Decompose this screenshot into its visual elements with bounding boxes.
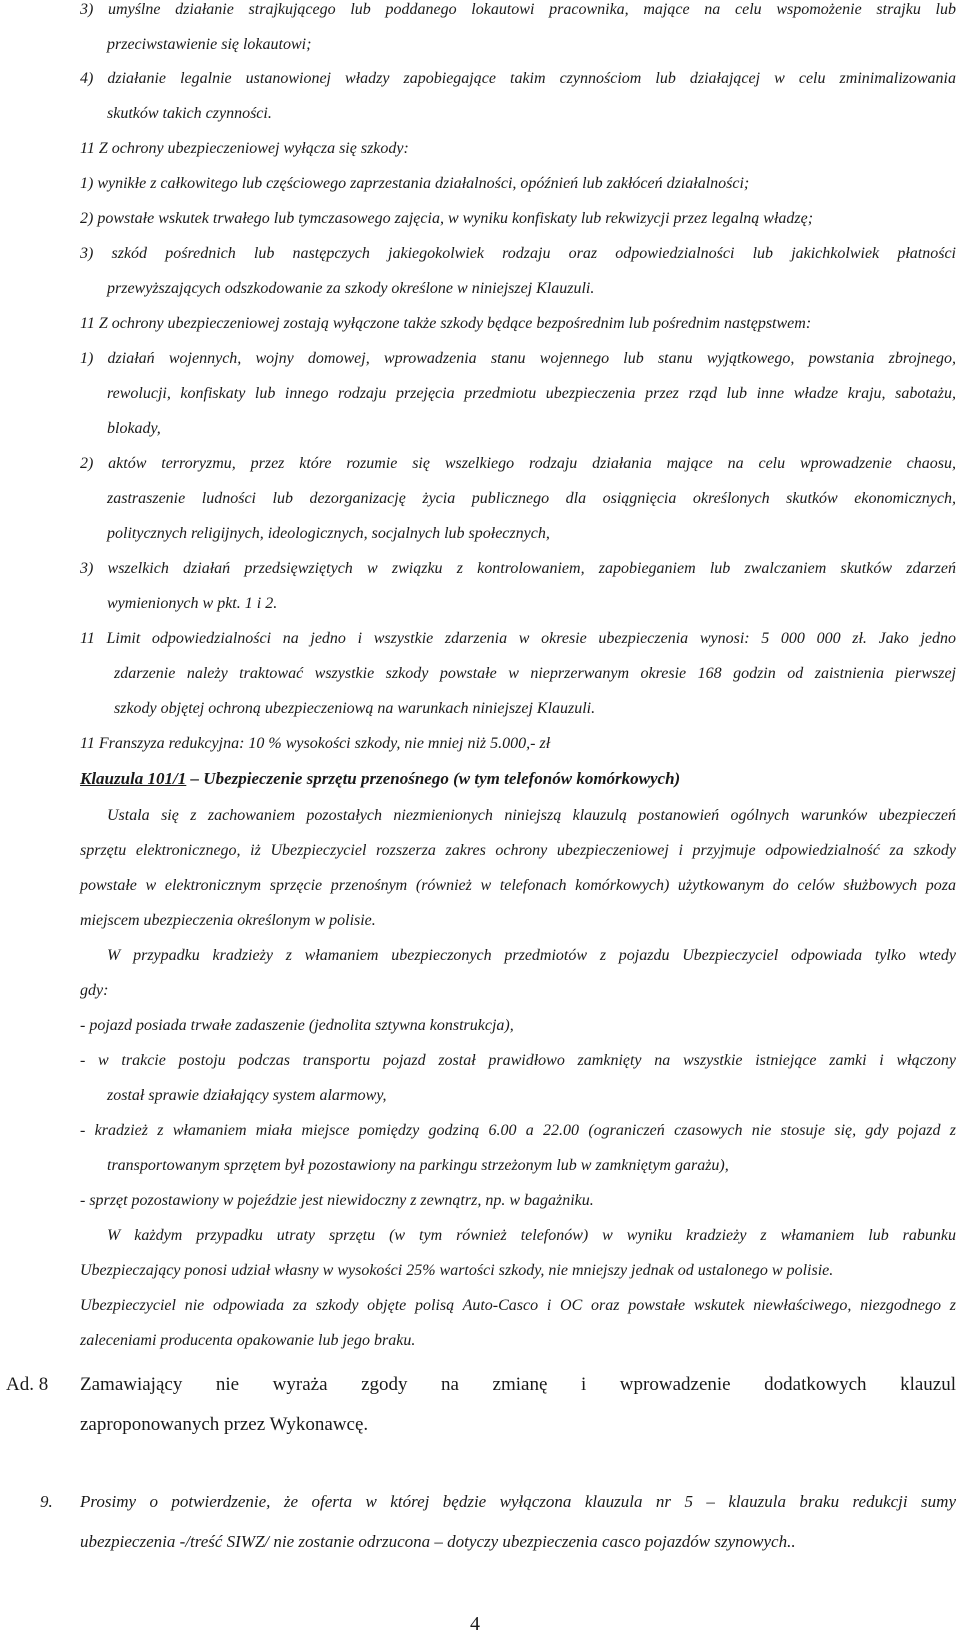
- text-line: Ubezpieczyciel nie odpowiada za szkody objęte polisą Auto-Casco i OC oraz powstałe wskutek niewłaściwego, niezgodnego z: [80, 1297, 956, 1314]
- text-line: 3) szkód pośrednich lub następczych jakiegokolwiek rodzaju oraz odpowiedzialności lub jakichkolwiek płatności: [80, 245, 956, 262]
- list-item: - sprzęt pozostawiony w pojeździe jest niewidoczny z zewnątrz, np. w bagażniku.: [80, 1192, 594, 1209]
- text-line: Ustala się z zachowaniem pozostałych niezmienionych niniejszą klauzulą postanowień ogólnych warunków ubezpieczeń: [107, 807, 956, 824]
- text-line: 3) wszelkich działań przedsięwziętych w związku z kontrolowaniem, zapobieganiem lub zwalczaniem skutków zdarzeń: [80, 560, 956, 577]
- text-line: zdarzenie należy traktować wszystkie szkody powstałe w nieprzerwanym okresie 168 godzin od zaistnienia pierwszej: [114, 665, 956, 682]
- ad8-answer-line: Zamawiający nie wyraża zgody na zmianę i wprowadzenie dodatkowych klauzul: [80, 1374, 956, 1395]
- text-line: transportowanym sprzętem był pozostawiony na parkingu strzeżonym lub w zamkniętym garażu),: [107, 1157, 729, 1174]
- text-line: politycznych religijnych, ideologicznych, socjalnych lub społecznych,: [107, 525, 550, 542]
- text-line: został sprawie działający system alarmowy,: [107, 1087, 387, 1104]
- text-line: powstałe w elektronicznym sprzęcie przenośnym (również w telefonach komórkowych) użytkowanym do celów służbowych poza: [80, 877, 956, 894]
- list-item: - kradzież z włamaniem miała miejsce pomiędzy godziną 6.00 a 22.00 (ograniczeń czasowych nie stosuje się, gdy pojazd z: [80, 1122, 956, 1139]
- text-line: W przypadku kradzieży z włamaniem ubezpieczonych przedmiotów z pojazdu Ubezpieczyciel odpowiada tylko wtedy: [107, 947, 956, 964]
- question-number: 9.: [40, 1492, 53, 1511]
- clause-number: Klauzula 101/1: [80, 769, 187, 788]
- text-line: przewyższających odszkodowanie za szkody określone w niniejszej Klauzuli.: [107, 280, 595, 297]
- text-line: W każdym przypadku utraty sprzętu (w tym również telefonów) w wyniku kradzieży z włamaniem lub rabunku: [107, 1227, 956, 1244]
- text-line: 2) aktów terroryzmu, przez które rozumie się wszelkiego rodzaju działania mające na celu wprowadzenie chaosu,: [80, 455, 956, 472]
- text-line: sprzętu elektronicznego, iż Ubezpieczyciel rozszerza zakres ochrony ubezpieczeniowej i przyjmuje odpowiedzialność za szkody: [80, 842, 956, 859]
- text-line: 4) działanie legalnie ustanowionej władzy zapobiegające takim czynnościom lub działającej w celu zminimalizowania: [80, 70, 956, 87]
- text-line: szkody objętej ochroną ubezpieczeniową na warunkach niniejszej Klauzuli.: [114, 700, 596, 717]
- text-line: 3) umyślne działanie strajkującego lub poddanego lokautowi pracownika, mające na celu wspomożenie strajku lub: [80, 1, 956, 18]
- text-line: zastraszenie ludności lub dezorganizację życia publicznego dla osiągnięcia określonych skutków ekonomicznych,: [107, 490, 956, 507]
- question-line: ubezpieczenia -/treść SIWZ/ nie zostanie odrzucona – dotyczy ubezpieczenia casco pojazdów szynowych..: [80, 1532, 796, 1551]
- text-line: przeciwstawienie się lokautowi;: [107, 36, 312, 53]
- text-line: 1) wynikłe z całkowitego lub częściowego zaprzestania działalności, opóźnień lub zakłóceń działalności;: [80, 175, 750, 192]
- text-line: 11 Franszyza redukcyjna: 10 % wysokości szkody, nie mniej niż 5.000,- zł: [80, 735, 551, 752]
- text-line: wymienionych w pkt. 1 i 2.: [107, 595, 278, 612]
- list-item: - pojazd posiada trwałe zadaszenie (jednolita sztywna konstrukcja),: [80, 1017, 514, 1034]
- text-line: Ubezpieczający ponosi udział własny w wysokości 25% wartości szkody, nie mniejszy jednak od ustalonego w polisie.: [80, 1262, 834, 1279]
- text-line: skutków takich czynności.: [107, 105, 272, 122]
- text-line: rewolucji, konfiskaty lub innego rodzaju przejęcia przedmiotu ubezpieczenia przez rząd lub inne władze kraju, sabotażu,: [107, 385, 956, 402]
- list-item: - w trakcie postoju podczas transportu pojazd został prawidłowo zamknięty na wszystkie istniejące zamki i włączony: [80, 1052, 956, 1069]
- text-line: 1) działań wojennych, wojny domowej, wprowadzenia stanu wojennego lub stanu wyjątkowego, powstania zbrojnego,: [80, 350, 956, 367]
- question-line: Prosimy o potwierdzenie, że oferta w której będzie wyłączona klauzula nr 5 – klauzula braku redukcji sumy: [80, 1492, 956, 1511]
- text-line: zaleceniami producenta opakowanie lub jego braku.: [80, 1332, 416, 1349]
- text-line: 11 Z ochrony ubezpieczeniowej zostają wyłączone także szkody będące bezpośrednim lub pośrednim następstwem:: [80, 315, 812, 332]
- text-line: 11 Limit odpowiedzialności na jedno i wszystkie zdarzenia w okresie ubezpieczenia wynosi: 5 000 000 zł. Jako jedno: [80, 630, 956, 647]
- text-line: 2) powstałe wskutek trwałego lub tymczasowego zajęcia, w wyniku konfiskaty lub rekwizycji przez legalną władzę;: [80, 210, 814, 227]
- clause-heading: [80, 769, 680, 789]
- page-number: 4: [470, 1613, 480, 1635]
- ad8-answer-line: zaproponowanych przez Wykonawcę.: [80, 1414, 369, 1435]
- text-line: miejscem ubezpieczenia określonym w polisie.: [80, 912, 376, 929]
- text-line: blokady,: [107, 420, 161, 437]
- text-line: 11 Z ochrony ubezpieczeniowej wyłącza się szkody:: [80, 140, 409, 157]
- text-line: gdy:: [80, 982, 109, 999]
- ad8-label: Ad. 8: [6, 1374, 49, 1395]
- clause-title: – Ubezpieczenie sprzętu przenośnego (w tym telefonów komórkowych): [186, 769, 681, 788]
